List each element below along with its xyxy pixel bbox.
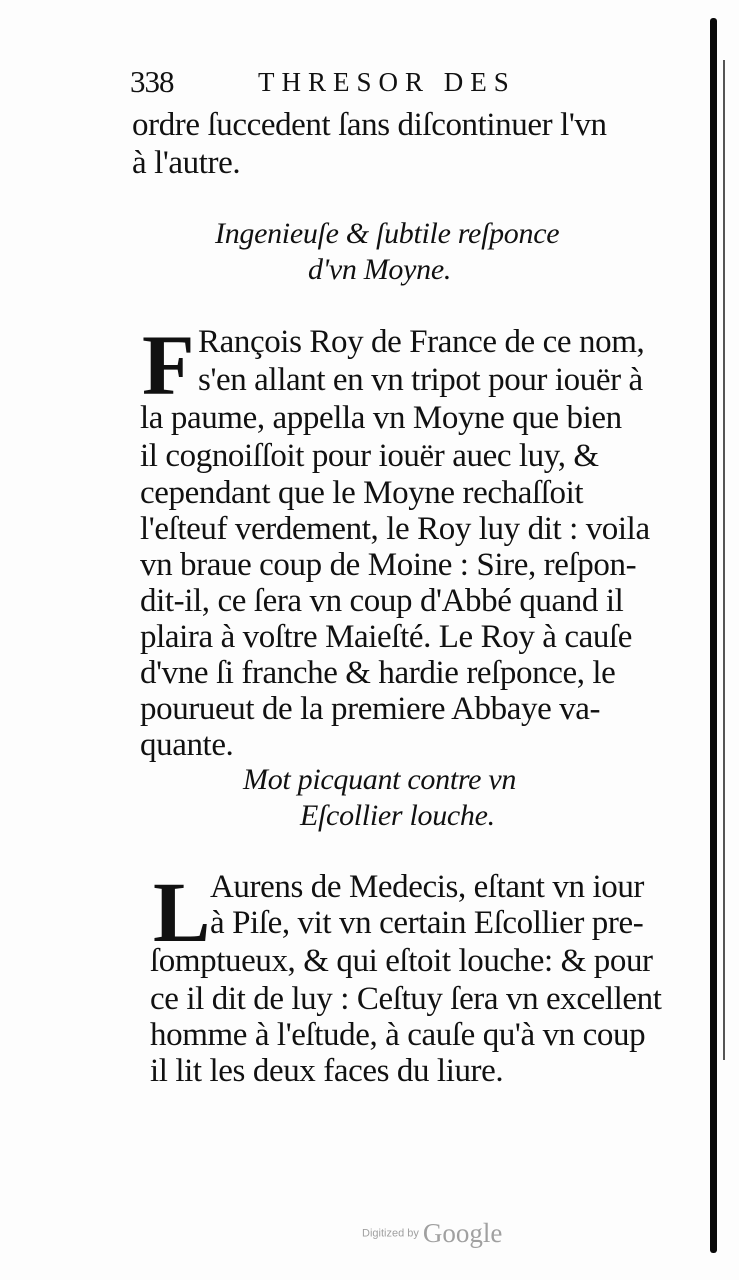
paragraph-line: cependant que le Moyne rechaſſoit — [140, 475, 584, 511]
section-heading: Ingenieuſe & ſubtile reſponce — [215, 217, 560, 250]
binding-edge — [710, 18, 717, 1253]
paragraph-line: il cognoiſſoit pour iouër auec luy, & — [140, 438, 599, 474]
section-heading: d'vn Moyne. — [308, 253, 452, 286]
paragraph-line: plaira à voſtre Maieſté. Le Roy à cauſe — [140, 619, 633, 655]
paragraph-line: à Piſe, vit vn certain Eſcollier pre- — [210, 905, 644, 941]
paragraph-line: vn braue coup de Moine : Sire, reſpon- — [140, 547, 637, 583]
paragraph-line: l'eſteuf verdement, le Roy luy dit : voila — [140, 511, 650, 547]
drop-cap: F — [142, 317, 195, 413]
page-header — [130, 62, 600, 102]
binding-edge-shadow — [723, 60, 725, 1060]
paragraph-line: ſomptueux, & qui eſtoit louche: & pour — [150, 943, 653, 979]
digitization-watermark — [362, 1218, 502, 1249]
paragraph-line: il lit les deux faces du liure. — [150, 1053, 504, 1089]
carryover-line: ordre ſuccedent ſans diſcontinuer l'vn — [132, 107, 607, 143]
running-title: THRESOR DES — [258, 67, 516, 97]
paragraph-line: Aurens de Medecis, eſtant vn iour — [210, 869, 645, 905]
section-heading: Mot picquant contre vn — [243, 763, 517, 796]
section-heading: Eſcollier louche. — [300, 799, 495, 832]
paragraph-line: dit-il, ce ſera vn coup d'Abbé quand il — [140, 583, 624, 619]
paragraph-line: la paume, appella vn Moyne que bien — [140, 400, 622, 436]
paragraph-line: ce il dit de luy : Ceſtuy ſera vn excellent — [150, 981, 662, 1017]
paragraph-line: d'vne ſi franche & hardie reſponce, le — [140, 655, 616, 691]
paragraph-line: pourueut de la premiere Abbaye va- — [140, 691, 601, 727]
carryover-line: à l'autre. — [132, 145, 241, 181]
google-logo: Google — [422, 1218, 503, 1248]
page-number: 338 — [130, 64, 174, 99]
paragraph-line: Rançois Roy de France de ce nom, — [198, 324, 645, 360]
paragraph-line: s'en allant en vn tripot pour iouër à — [198, 362, 643, 398]
paragraph-line: quante. — [140, 727, 234, 763]
drop-cap: L — [153, 864, 211, 960]
digitized-label: Digitized by — [362, 1227, 419, 1240]
paragraph-line: homme à l'eſtude, à cauſe qu'à vn coup — [150, 1017, 646, 1053]
